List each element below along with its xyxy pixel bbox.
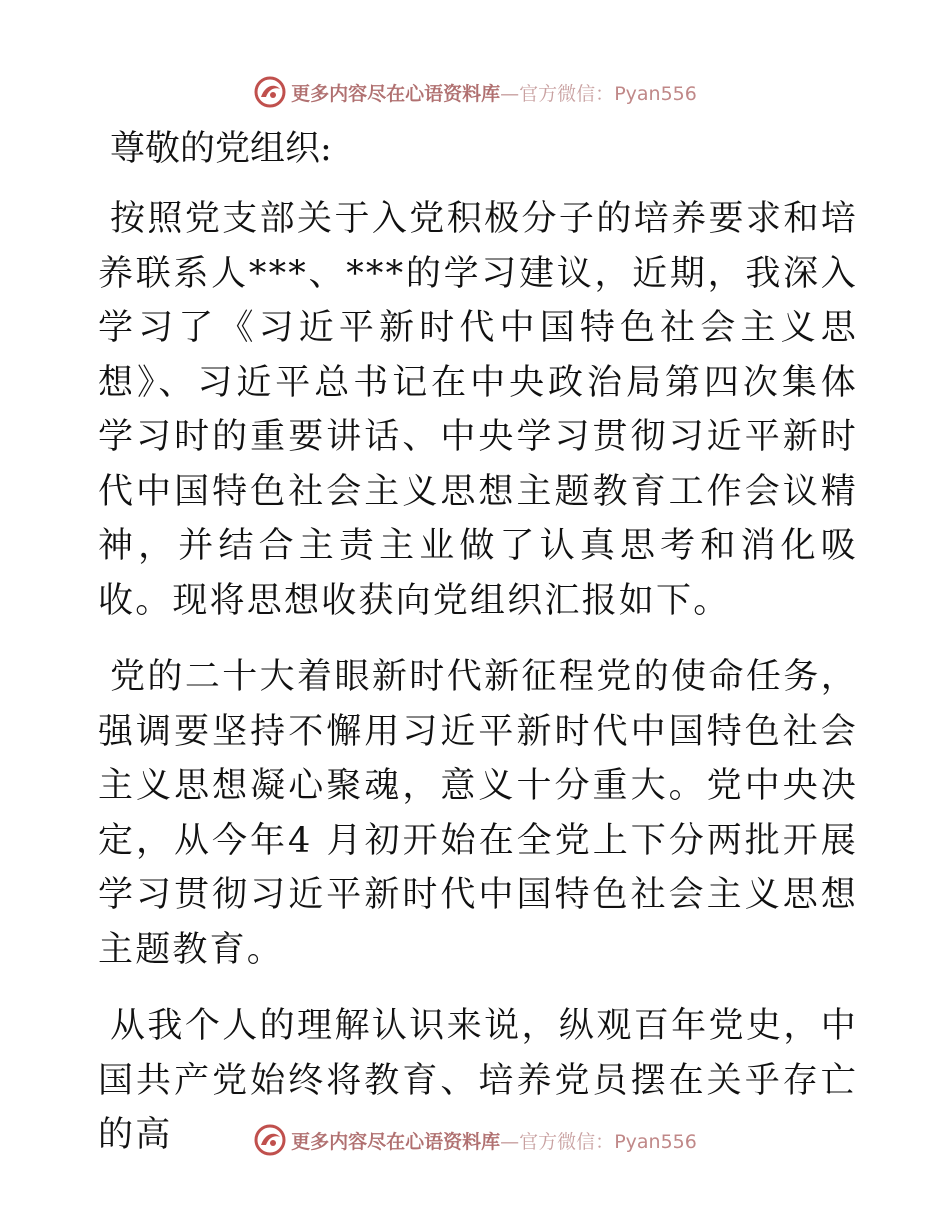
paragraph-3: 从我个人的理解认识来说，纵观百年党史，中国共产党始终将教育、培养党员摆在关乎存亡的高 [98, 1006, 858, 1155]
red-swirl-logo-icon [253, 75, 287, 109]
document-body [98, 122, 858, 1185]
header-watermark [0, 72, 950, 112]
paragraph-1: 按照党支部关于入党积极分子的培养要求和培养联系人***、***的学习建议，近期，我深入学习了《习近平新时代中国特色社会主义思想》、习近平总书记在中央政治局第四次集体学习时的重要讲话、中央学习贯彻习近平新时代中国特色社会主义思想主题教育工作会议精神，并结合主责主业做了认真思考和消化吸收。现将思想收获向党组织汇报如下。 [98, 199, 858, 621]
paragraph-2: 党的二十大着眼新时代新征程党的使命任务，强调要坚持不懈用习近平新时代中国特色社会主义思想凝心聚魂，意义十分重大。党中央决定，从今年4 月初开始在全党上下分两批开展学习贯彻习近平新时代中国特色社会主义思想主题教育。 [98, 657, 858, 970]
greeting-line: 尊敬的党组织: [110, 129, 332, 169]
red-swirl-logo-icon [253, 1123, 287, 1157]
watermark-text: 更多内容尽在心语资料库—官方微信：Pyan556 [291, 1130, 697, 1153]
watermark-text: 更多内容尽在心语资料库—官方微信：Pyan556 [291, 82, 697, 105]
footer-watermark [0, 1120, 950, 1160]
